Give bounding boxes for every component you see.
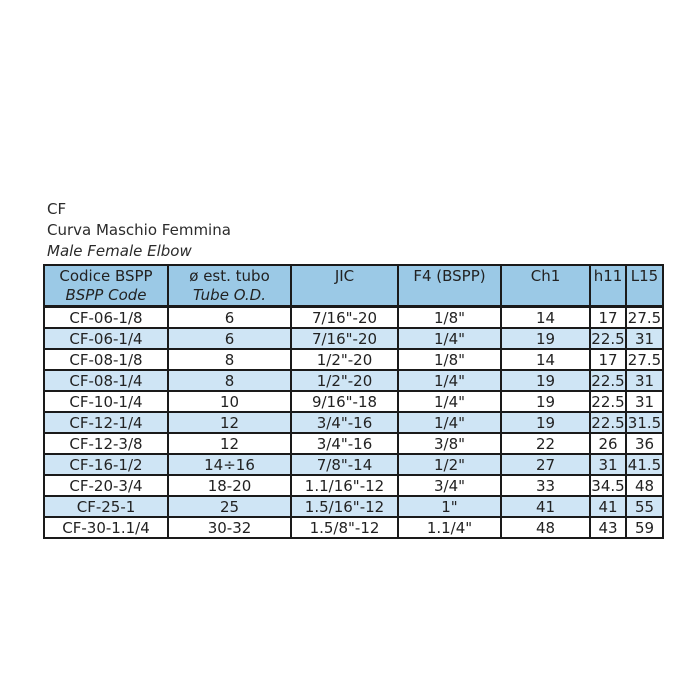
cell-tube-od: 6 bbox=[168, 307, 291, 329]
cell-code: CF-12-3/8 bbox=[44, 433, 168, 454]
cell-ch1: 14 bbox=[501, 349, 590, 370]
spec-table-header bbox=[44, 265, 663, 307]
cell-h11: 17 bbox=[590, 307, 626, 329]
cell-f4: 1/2" bbox=[398, 454, 501, 475]
table-row bbox=[44, 328, 663, 349]
header-cell-ch1: Ch1 bbox=[501, 265, 590, 307]
cell-h11: 41 bbox=[590, 496, 626, 517]
cell-f4: 1/4" bbox=[398, 391, 501, 412]
cell-code: CF-08-1/4 bbox=[44, 370, 168, 391]
cell-l15: 31 bbox=[626, 391, 663, 412]
cell-jic: 3/4"-16 bbox=[291, 433, 398, 454]
cell-l15: 59 bbox=[626, 517, 663, 538]
cell-jic: 1.5/16"-12 bbox=[291, 496, 398, 517]
cell-tube-od: 12 bbox=[168, 433, 291, 454]
cell-l15: 31 bbox=[626, 328, 663, 349]
cell-ch1: 48 bbox=[501, 517, 590, 538]
cell-h11: 22.5 bbox=[591, 329, 625, 348]
cell-h11: 26 bbox=[590, 433, 626, 454]
cell-code: CF-20-3/4 bbox=[44, 475, 168, 496]
product-title-italian: Curva Maschio Femmina bbox=[47, 221, 231, 239]
header-cell-code: Codice BSPP BSPP Code bbox=[44, 265, 168, 307]
cell-l15: 31.5 bbox=[627, 413, 662, 432]
product-code: CF bbox=[47, 200, 67, 218]
header-cell-h11: h11 bbox=[590, 265, 626, 307]
cell-ch1: 33 bbox=[501, 475, 590, 496]
cell-tube-od: 8 bbox=[168, 349, 291, 370]
product-heading bbox=[47, 199, 231, 262]
cell-h11: 22.5 bbox=[591, 392, 625, 411]
cell-f4: 3/8" bbox=[398, 433, 501, 454]
cell-tube-od: 6 bbox=[168, 328, 291, 349]
cell-h11: 22.5 bbox=[591, 413, 625, 432]
table-row bbox=[44, 307, 663, 329]
cell-code: CF-06-1/4 bbox=[44, 328, 168, 349]
cell-l15: 41.5 bbox=[627, 455, 662, 474]
table-row bbox=[44, 412, 663, 433]
header-row bbox=[44, 265, 663, 307]
cell-ch1: 19 bbox=[501, 370, 590, 391]
cell-ch1: 14 bbox=[501, 307, 590, 329]
cell-jic: 9/16"-18 bbox=[291, 391, 398, 412]
cell-code: CF-10-1/4 bbox=[44, 391, 168, 412]
cell-code: CF-30-1.1/4 bbox=[44, 517, 168, 538]
cell-tube-od: 25 bbox=[168, 496, 291, 517]
cell-ch1: 19 bbox=[501, 391, 590, 412]
header-cell-tube-od: ø est. tubo Tube O.D. bbox=[168, 265, 291, 307]
cell-jic: 1/2"-20 bbox=[291, 349, 398, 370]
table-row bbox=[44, 496, 663, 517]
cell-tube-od: 8 bbox=[168, 370, 291, 391]
cell-tube-od: 10 bbox=[168, 391, 291, 412]
cell-f4: 1/8" bbox=[398, 307, 501, 329]
cell-tube-od: 14÷16 bbox=[168, 454, 291, 475]
cell-f4: 1/4" bbox=[398, 412, 501, 433]
cell-jic: 1.5/8"-12 bbox=[291, 517, 398, 538]
cell-jic: 1.1/16"-12 bbox=[291, 475, 398, 496]
cell-ch1: 41 bbox=[501, 496, 590, 517]
cell-jic: 1/2"-20 bbox=[291, 370, 398, 391]
cell-tube-od: 30-32 bbox=[168, 517, 291, 538]
cell-code: CF-16-1/2 bbox=[44, 454, 168, 475]
cell-f4: 3/4" bbox=[398, 475, 501, 496]
cell-tube-od: 18-20 bbox=[168, 475, 291, 496]
cell-h11: 22.5 bbox=[591, 371, 625, 390]
cell-f4: 1.1/4" bbox=[398, 517, 501, 538]
spec-table bbox=[43, 264, 664, 539]
table-row bbox=[44, 475, 663, 496]
cell-tube-od: 12 bbox=[168, 412, 291, 433]
cell-h11: 17 bbox=[590, 349, 626, 370]
cell-jic: 7/16"-20 bbox=[291, 328, 398, 349]
cell-f4: 1/4" bbox=[398, 328, 501, 349]
cell-l15: 31 bbox=[626, 370, 663, 391]
spec-table-body bbox=[44, 307, 663, 539]
cell-f4: 1" bbox=[398, 496, 501, 517]
cell-h11: 31 bbox=[590, 454, 626, 475]
cell-code: CF-25-1 bbox=[44, 496, 168, 517]
header-cell-f4: F4 (BSPP) bbox=[398, 265, 501, 307]
cell-f4: 1/4" bbox=[398, 370, 501, 391]
cell-l15: 55 bbox=[626, 496, 663, 517]
cell-jic: 7/8"-14 bbox=[291, 454, 398, 475]
cell-l15: 48 bbox=[626, 475, 663, 496]
cell-code: CF-06-1/8 bbox=[44, 307, 168, 329]
cell-l15: 27.5 bbox=[627, 350, 662, 369]
cell-jic: 7/16"-20 bbox=[291, 307, 398, 329]
cell-h11: 34.5 bbox=[591, 476, 625, 495]
cell-code: CF-08-1/8 bbox=[44, 349, 168, 370]
header-cell-l15: L15 bbox=[626, 265, 663, 307]
table-row bbox=[44, 370, 663, 391]
cell-code: CF-12-1/4 bbox=[44, 412, 168, 433]
cell-l15: 36 bbox=[626, 433, 663, 454]
cell-ch1: 22 bbox=[501, 433, 590, 454]
table-row bbox=[44, 517, 663, 538]
cell-ch1: 27 bbox=[501, 454, 590, 475]
table-row bbox=[44, 349, 663, 370]
header-cell-jic: JIC bbox=[291, 265, 398, 307]
product-title-english: Male Female Elbow bbox=[47, 242, 192, 260]
table-row bbox=[44, 391, 663, 412]
cell-jic: 3/4"-16 bbox=[291, 412, 398, 433]
cell-l15: 27.5 bbox=[627, 308, 662, 327]
cell-ch1: 19 bbox=[501, 328, 590, 349]
cell-h11: 43 bbox=[590, 517, 626, 538]
table-row bbox=[44, 433, 663, 454]
cell-ch1: 19 bbox=[501, 412, 590, 433]
cell-f4: 1/8" bbox=[398, 349, 501, 370]
table-row bbox=[44, 454, 663, 475]
